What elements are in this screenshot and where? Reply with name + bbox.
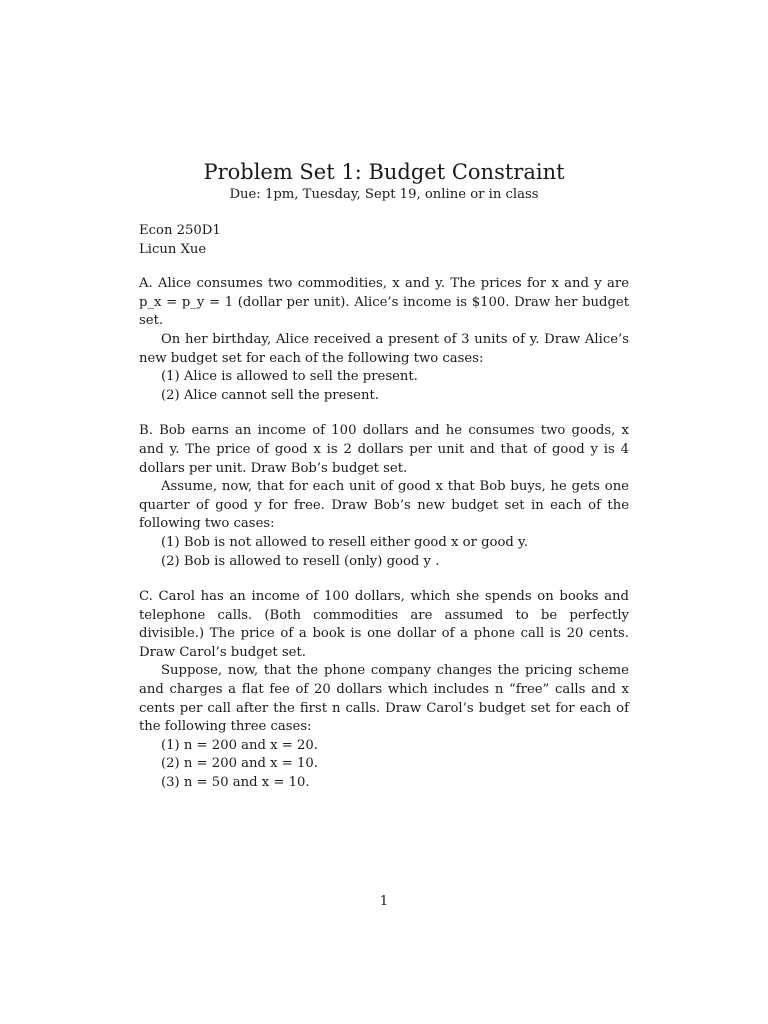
problem-b-intro: B. Bob earns an income of 100 dollars and he consumes two goods, x and y. The price of good x is 2 dollars per unit and that of good y is 4 dollars per unit. Draw Bob’s budget set. [139,423,629,476]
document-page [139,158,629,810]
due-date: Due: 1pm, Tuesday, Sept 19, online or in class [229,187,539,202]
page-number: 1 [379,894,389,909]
problem-b [139,422,629,571]
problem-b-para2: Assume, now, that for each unit of good x that Bob buys, he gets one quarter of good y for free. Draw Bob’s new budget set in each of the following two cases: [139,479,629,532]
problem-a [139,275,629,405]
problem-a-case-1: (1) Alice is allowed to sell the present. [161,369,418,385]
course-info [139,222,629,259]
problem-c-para2: Suppose, now, that the phone company changes the pricing scheme and charges a flat fee of 20 dollars which includes n “free” calls and x cents per call after the first n calls. Draw Carol’s budget set for each of the following three cases: [139,663,629,735]
problem-b-case-2: (2) Bob is allowed to resell (only) good y . [161,553,440,569]
problem-a-intro: A. Alice consumes two commodities, x and y. The prices for x and y are p_x = p_y = 1 (dollar per unit). Alice’s income is $100. Draw her budget set. [139,276,629,329]
problem-c-intro: C. Carol has an income of 100 dollars, which she spends on books and telephone calls. (Both commodities are assumed to be perfectly divisible.) The price of a book is one dollar of a phone call is 20 cents. Draw Carol’s budget set. [139,589,629,660]
problem-c [139,588,629,793]
problem-c-case-1: (1) n = 200 and x = 20. [161,737,318,753]
page-title: Problem Set 1: Budget Constraint [203,160,565,184]
problem-a-case-2: (2) Alice cannot sell the present. [161,387,379,403]
instructor-name: Licun Xue [139,241,207,257]
problem-c-case-3: (3) n = 50 and x = 10. [161,775,310,791]
problem-b-case-1: (1) Bob is not allowed to resell either good x or good y. [161,534,528,550]
course-code: Econ 250D1 [139,223,221,238]
problem-c-case-2: (2) n = 200 and x = 10. [161,756,318,772]
problem-a-para2: On her birthday, Alice received a present of 3 units of y. Draw Alice’s new budget set for each of the following two cases: [139,331,629,366]
